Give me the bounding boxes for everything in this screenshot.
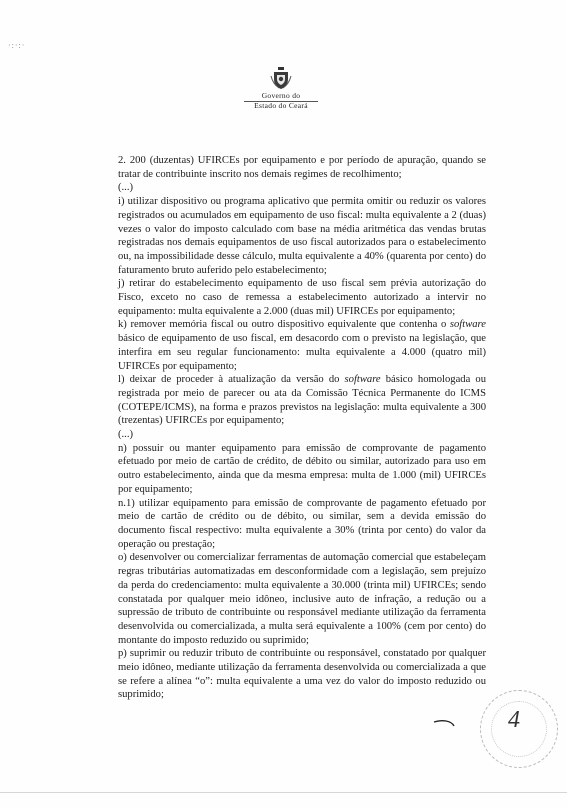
paragraph-i: i) utilizar dispositivo ou programa aplicativo que permita omitir ou reduzir os valores registrados ou acumulados em equipamento de uso fiscal: multa equivalente a 2 (duas) vezes o valor do imposto calculado com base na média aritmética das vendas brutas registradas nos demais equipamentos de uso fiscal autorizados para o estabelecimento ou, na impossibilidade desse cálculo, multa equivalente a 40% (quarenta por cento) do faturamento bruto auferido pelo estabelecimento; bbox=[118, 196, 486, 276]
body-text bbox=[118, 154, 486, 702]
scan-edge-line bbox=[0, 792, 567, 793]
paragraph-j: j) retirar do estabelecimento equipamento de uso fiscal sem prévia autorização do Fisco, exceto no caso de remessa a estabelecimento autorizado a intervir no equipamento: multa equivalente a 2.000 (duas mil) UFIRCEs por equipamento; bbox=[118, 278, 486, 317]
ellipsis-2: (...) bbox=[118, 429, 134, 441]
paragraph-o: o) desenvolver ou comercializar ferramentas de automação comercial que estabeleçam regras tributárias automatizadas em desconformidade com a legislação, sem prejuízo da perda do credenciamento: multa equivalente a 30.000 (trinta mil) UFIRCEs; sendo constatada por qualquer meio idôneo, inclusive auto de infração, a redução ou a supressão de tributo de contribuinte ou responsável mediante utilização da ferramenta desenvolvida ou comercializada, a multa será equivalente a 100% (cem por cento) do montante do imposto reduzido ou suprimido; bbox=[118, 552, 486, 646]
paragraph-2: 2. 200 (duzentas) UFIRCEs por equipamento e por período de apuração, quando se tratar de contribuinte inscrito nos demais regimes de recolhimento; bbox=[118, 155, 486, 180]
paragraph-l: l) deixar de proceder à atualização da versão do software básico homologada ou registrada por meio de parecer ou ata da Comissão Técnica Permanente do ICMS (COTEPE/ICMS), na forma e prazos previstos na legislação: multa equivalente a 300 (trezentas) UFIRCEs por equipamento; bbox=[118, 374, 486, 427]
paragraph-n1: n.1) utilizar equipamento para emissão de comprovante de pagamento efetuado por meio de cartão de crédito ou de débito, ou similar, sem a devida emissão do documento fiscal respectivo: multa equivalente a 30% (trinta por cento) do valor da operação ou prestação; bbox=[118, 497, 486, 550]
paragraph-p: p) suprimir ou reduzir tributo de contribuinte ou responsável, constatado por qualquer meio idôneo, mediante utilização da ferramenta desenvolvida ou comercializada a que se refere a alínea “o”: multa equivalente a uma vez do valor do imposto reduzido ou suprimido; bbox=[118, 648, 486, 701]
paragraph-n: n) possuir ou manter equipamento para emissão de comprovante de pagamento efetuado por meio de cartão de crédito, de débito ou similar, autorizado para uso em outro estabelecimento, ainda que da mesma empresa: multa de 1.000 (mil) UFIRCEs por equipamento; bbox=[118, 442, 486, 495]
page-folio-number: 4 bbox=[508, 707, 520, 733]
ellipsis-1: (...) bbox=[118, 182, 134, 194]
state-crest-icon bbox=[269, 66, 293, 90]
letterhead-line-2: Estado do Ceará bbox=[254, 101, 308, 110]
letterhead-line-1: Governo do bbox=[261, 91, 301, 100]
letterhead bbox=[230, 66, 332, 110]
corner-mark: ·:·:· bbox=[8, 41, 26, 50]
signature-mark bbox=[432, 714, 462, 730]
paragraph-k: k) remover memória fiscal ou outro dispositivo equivalente que contenha o software básico de equipamento de uso fiscal, em desacordo com o previsto na legislação, que interfira em seu regular funcionamento: multa equivalente a 4.000 (quatro mil) UFIRCEs por equipamento; bbox=[118, 319, 486, 372]
